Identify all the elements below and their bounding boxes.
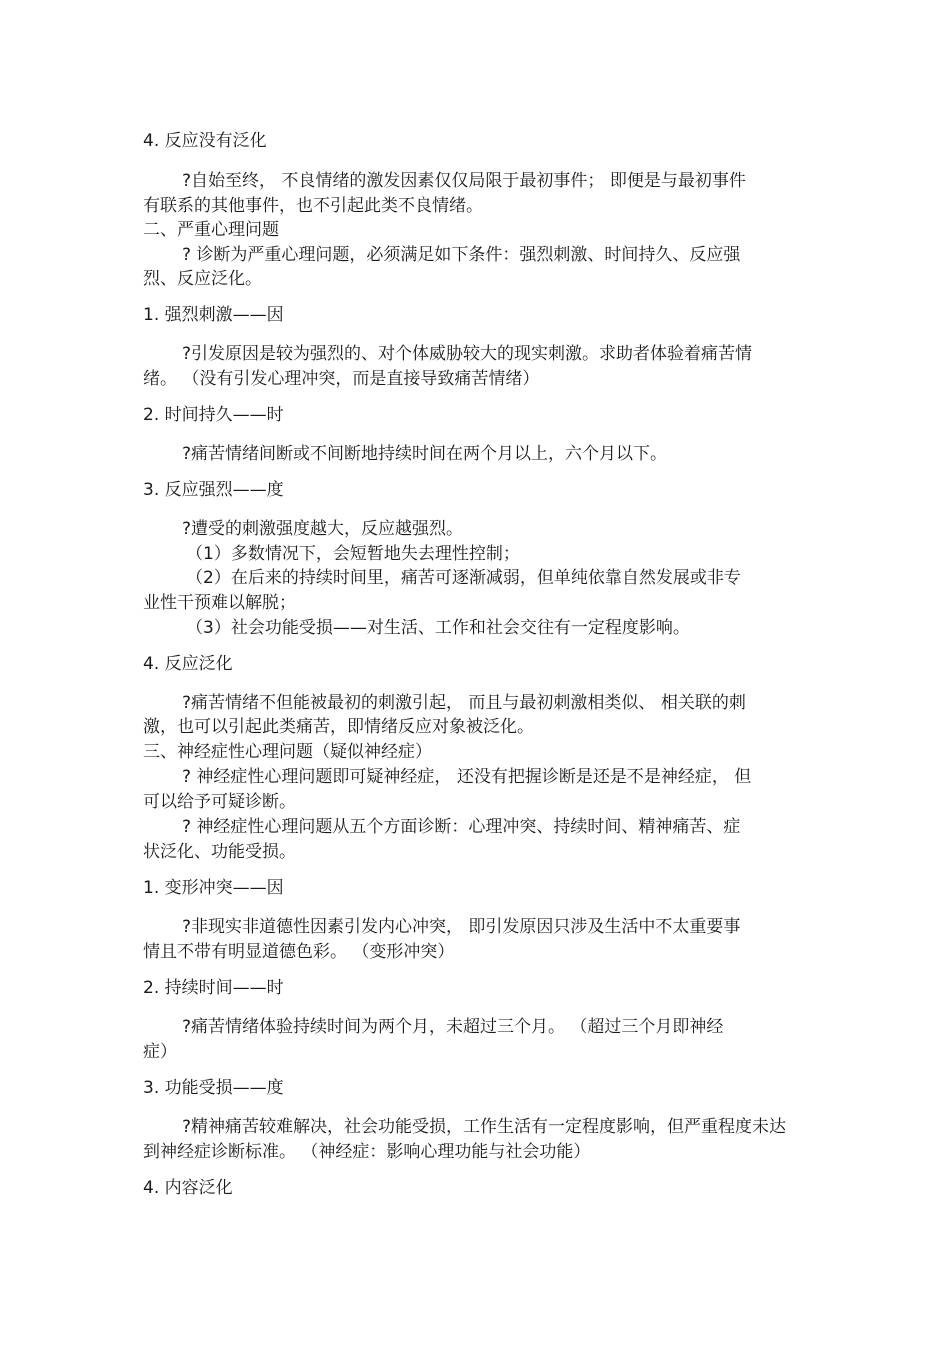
section-heading: 4. 反应没有泛化 [143,131,267,151]
list-item: （1）多数情况下，会短暂地失去理性控制； [186,544,520,564]
paragraph-line: 情且不带有明显道德色彩。 （变形冲突） [143,942,455,962]
paragraph-line: 有联系的其他事件，也不引起此类不良情绪。 [143,196,483,216]
section-heading: 2. 持续时间——时 [143,978,284,998]
section-heading: 4. 内容泛化 [143,1178,233,1198]
paragraph-line: ?遭受的刺激强度越大，反应越强烈。 [182,519,464,539]
section-heading: 三、神经症性心理问题（疑似神经症） [143,742,432,762]
paragraph-line: 可以给予可疑诊断。 [143,792,296,812]
paragraph-line: 业性干预难以解脱； [143,593,296,613]
paragraph-line: ?引发原因是较为强烈的、对个体威胁较大的现实刺激。求助者体验着痛苦情 [182,344,753,364]
paragraph-line: ?痛苦情绪不但能被最初的刺激引起， 而且与最初刺激相类似、 相关联的刺 [182,693,746,713]
paragraph-line: ?精神痛苦较难解决，社会功能受损，工作生活有一定程度影响，但严重程度未达 [182,1117,787,1137]
paragraph-line: ? 诊断为严重心理问题，必须满足如下条件：强烈刺激、时间持久、反应强 [182,245,741,265]
section-heading: 二、严重心理问题 [143,220,279,240]
paragraph-line: 症） [143,1042,177,1062]
section-heading: 3. 功能受损——度 [143,1078,284,1098]
paragraph-line: 到神经症诊断标准。 （神经症：影响心理功能与社会功能） [143,1142,591,1162]
section-heading: 3. 反应强烈——度 [143,480,284,500]
paragraph-line: ?痛苦情绪体验持续时间为两个月，未超过三个月。 （超过三个月即神经 [182,1017,724,1037]
list-item: （2）在后来的持续时间里，痛苦可逐渐减弱，但单纯依靠自然发展或非专 [186,568,741,588]
paragraph-line: ?自始至终， 不良情绪的激发因素仅仅局限于最初事件； 即便是与最初事件 [182,171,746,191]
section-heading: 1. 变形冲突——因 [143,878,284,898]
paragraph-line: 激，也可以引起此类痛苦，即情绪反应对象被泛化。 [143,717,534,737]
paragraph-line: ?痛苦情绪间断或不间断地持续时间在两个月以上，六个月以下。 [182,444,668,464]
section-heading: 1. 强烈刺激——因 [143,305,284,325]
list-item: （3）社会功能受损——对生活、工作和社会交往有一定程度影响。 [186,618,690,638]
paragraph-line: 绪。 （没有引发心理冲突，而是直接导致痛苦情绪） [143,369,540,389]
paragraph-line: ? 神经症性心理问题即可疑神经症， 还没有把握诊断是还是不是神经症， 但 [182,767,752,787]
section-heading: 2. 时间持久——时 [143,405,284,425]
paragraph-line: 烈、反应泛化。 [143,269,262,289]
paragraph-line: ? 神经症性心理问题从五个方面诊断：心理冲突、持续时间、精神痛苦、症 [182,817,741,837]
paragraph-line: ?非现实非道德性因素引发内心冲突， 即引发原因只涉及生活中不太重要事 [182,917,741,937]
paragraph-line: 状泛化、功能受损。 [143,842,296,862]
section-heading: 4. 反应泛化 [143,654,233,674]
